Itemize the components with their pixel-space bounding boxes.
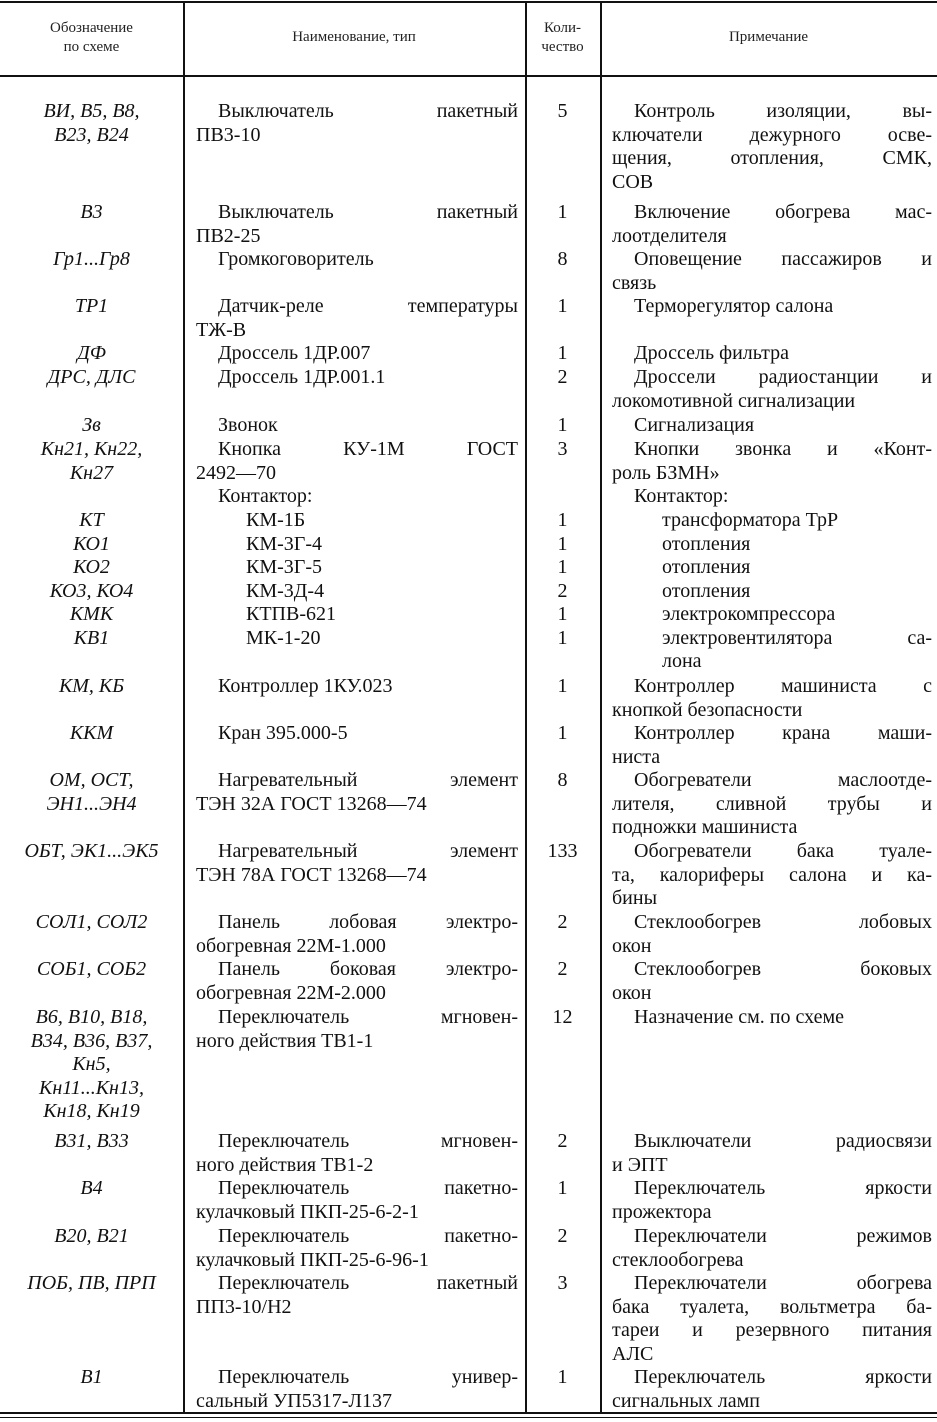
note-text: Дроссели радиостанции и [634, 366, 932, 388]
name-text: КМ-3Г-4 [246, 532, 323, 555]
designation-cell [0, 1177, 183, 1201]
note-cell [612, 485, 932, 509]
name-text: ного действия ТВ1-1 [196, 1029, 374, 1052]
qty-value: 5 [557, 100, 568, 122]
header-name [183, 0, 525, 75]
qty-value: 8 [557, 769, 568, 791]
note-cell [612, 769, 932, 840]
designation-cell [0, 627, 183, 651]
qty-value: 133 [547, 840, 578, 862]
table-bottom-border-2 [0, 1417, 937, 1418]
note-text: роль БЗМН» [612, 461, 720, 484]
note-text: щения, отопления, СМК, [612, 147, 932, 169]
qty-cell [525, 201, 600, 225]
designation-cell [0, 201, 183, 225]
qty-value: 2 [557, 911, 568, 933]
designation-text: Кн11...Кн13, [39, 1076, 144, 1099]
note-text: Назначение см. по схеме [634, 1006, 844, 1028]
note-text: кнопкой безопасности [612, 698, 803, 721]
designation-text: Кн18, Кн19 [43, 1100, 140, 1122]
header-designation [0, 0, 183, 75]
note-text: лителя, сливной трубы и [612, 792, 932, 815]
designation-text: КМ, КБ [58, 675, 125, 697]
designation-text: В23, В24 [54, 123, 129, 146]
column-divider-3 [600, 3, 602, 1412]
qty-cell [525, 675, 600, 699]
name-text: Переключатель пакетный [218, 1272, 518, 1294]
note-text: Оповещение пассажиров и [634, 248, 932, 270]
designation-text: КМК [69, 603, 114, 625]
qty-cell [525, 342, 600, 366]
name-cell [196, 342, 518, 366]
qty-cell [525, 603, 600, 627]
qty-value: 1 [557, 1177, 568, 1199]
name-text: МК-1-20 [246, 626, 321, 649]
note-text: локомотивной сигнализации [612, 389, 856, 412]
qty-cell [525, 580, 600, 604]
note-text: АЛС [612, 1342, 654, 1365]
designation-cell [0, 1130, 183, 1154]
note-cell [612, 1272, 932, 1366]
note-text: электрокомпрессора [662, 603, 836, 625]
note-text: электровентилятора са- [662, 626, 932, 649]
name-text: Дроссель 1ДР.001.1 [218, 366, 386, 388]
name-cell [196, 627, 518, 651]
header-qty [525, 0, 600, 75]
name-cell [196, 769, 518, 816]
designation-text: СОЛ1, СОЛ2 [35, 911, 148, 933]
designation-text: КО3, КО4 [49, 579, 134, 602]
name-text: 2492—70 [196, 461, 276, 484]
qty-value: 1 [557, 722, 568, 744]
designation-cell [0, 509, 183, 533]
designation-cell [0, 911, 183, 935]
designation-text: Гр1...Гр8 [53, 248, 130, 270]
qty-value: 1 [557, 201, 568, 223]
note-text: Обогреватели маслоотде- [634, 769, 932, 791]
note-text: Переключатель яркости [634, 1177, 932, 1199]
qty-cell [525, 533, 600, 557]
name-cell [196, 1225, 518, 1272]
designation-cell [0, 603, 183, 627]
note-text: Стеклообогрев лобовых [634, 911, 932, 933]
name-cell [196, 248, 518, 272]
contactor-note-heading: Контактор: [634, 485, 729, 507]
designation-text: ОБТ, ЭК1...ЭК5 [24, 840, 159, 862]
qty-value: 1 [557, 626, 568, 649]
name-cell [196, 722, 518, 746]
qty-cell [525, 100, 600, 124]
designation-text: Зв [82, 414, 101, 436]
name-text: Нагревательный элемент [218, 769, 518, 791]
name-cell [196, 580, 518, 604]
name-cell [196, 295, 518, 342]
designation-cell [0, 722, 183, 746]
note-text: прожектора [612, 1200, 712, 1223]
name-text: ТЭН 32А ГОСТ 13268—74 [196, 792, 427, 815]
note-cell [612, 1225, 932, 1272]
note-cell [612, 911, 932, 958]
name-text: Кнопка КУ-1М ГОСТ [218, 438, 518, 460]
name-cell [196, 1366, 518, 1413]
note-text: Контроллер машиниста с [634, 675, 932, 697]
note-cell [612, 1130, 932, 1177]
designation-text: ОМ, ОСТ, [49, 769, 134, 791]
note-text: тареи и резервного питания [612, 1319, 932, 1341]
contactor-heading: Контактор: [218, 485, 313, 507]
name-text: ПВ2-25 [196, 224, 261, 247]
designation-text: ВИ, В5, В8, [43, 100, 140, 122]
designation-cell [0, 248, 183, 272]
designation-cell [0, 675, 183, 699]
qty-cell [525, 556, 600, 580]
header-name-text: Наименование, тип [292, 29, 416, 45]
designation-text: ДФ [77, 342, 106, 364]
designation-cell [0, 414, 183, 438]
name-cell [196, 1177, 518, 1224]
designation-text: ТР1 [74, 295, 109, 317]
designation-text: В3 [80, 201, 103, 223]
name-text: обогревная 22М-1.000 [196, 934, 386, 957]
name-text: Громкоговоритель [218, 248, 374, 270]
designation-cell [0, 1006, 183, 1124]
note-text: Дроссель фильтра [634, 342, 789, 364]
name-text: Переключатель мгновен- [218, 1130, 518, 1152]
qty-cell [525, 295, 600, 319]
note-cell [612, 675, 932, 722]
note-text: Переключатели обогрева [634, 1272, 932, 1294]
header-separator [0, 75, 937, 77]
note-cell [612, 1177, 932, 1224]
qty-value: 2 [557, 366, 568, 388]
note-text: стеклообогрева [612, 1248, 744, 1271]
designation-text: В34, В36, В37, [30, 1029, 153, 1052]
qty-value: 1 [557, 532, 568, 555]
designation-cell [0, 100, 183, 147]
qty-value: 1 [557, 675, 568, 697]
qty-value: 1 [557, 556, 568, 578]
note-cell [612, 722, 932, 769]
note-text: лоотделителя [612, 224, 727, 247]
note-text: Кнопки звонка и «Конт- [634, 438, 932, 460]
note-text: Обогреватели бака туале- [634, 840, 932, 862]
name-text: Дроссель 1ДР.007 [218, 342, 371, 364]
note-cell [612, 533, 932, 557]
name-cell [196, 509, 518, 533]
qty-cell [525, 627, 600, 651]
qty-value: 1 [557, 295, 568, 317]
qty-cell [525, 509, 600, 533]
name-cell [196, 675, 518, 699]
qty-cell [525, 1006, 600, 1030]
note-cell [612, 1366, 932, 1413]
qty-value: 2 [557, 958, 568, 980]
name-cell [196, 201, 518, 248]
qty-cell [525, 366, 600, 390]
designation-text: В6, В10, В18, [35, 1006, 148, 1028]
name-cell [196, 958, 518, 1005]
note-cell [612, 438, 932, 485]
designation-text: ЭН1...ЭН4 [46, 792, 137, 815]
designation-text: В1 [80, 1366, 103, 1388]
note-text: отопления [662, 579, 751, 602]
note-text: бака туалета, вольтметра ба- [612, 1295, 932, 1318]
note-text: бины [612, 887, 658, 909]
qty-value: 2 [557, 1225, 568, 1247]
header-designation-line: Обозначение [50, 19, 133, 36]
qty-cell [525, 1130, 600, 1154]
name-text: Переключатель пакетно- [218, 1177, 518, 1199]
name-text: Датчик-реле температуры [218, 295, 518, 317]
designation-text: ДРС, ДЛС [47, 366, 136, 388]
qty-cell [525, 1225, 600, 1249]
name-text: Выключатель пакетный [218, 201, 518, 223]
note-cell [612, 840, 932, 911]
note-text: отопления [662, 532, 751, 555]
note-text: трансформатора ТрР [662, 509, 839, 531]
qty-value: 8 [557, 248, 568, 270]
name-text: Переключатель универ- [218, 1366, 518, 1388]
name-text: Переключатель мгновен- [218, 1006, 518, 1028]
note-text: Сигнализация [634, 414, 755, 436]
note-text: Контроллер крана маши- [634, 722, 932, 744]
designation-text: Кн5, [72, 1053, 111, 1075]
note-cell [612, 958, 932, 1005]
designation-cell [0, 1366, 183, 1390]
designation-text: ПОБ, ПВ, ПРП [27, 1272, 156, 1294]
name-text: Контроллер 1КУ.023 [218, 675, 393, 697]
name-cell [196, 533, 518, 557]
note-cell [612, 603, 932, 627]
note-text: окон [612, 981, 652, 1004]
note-cell [612, 414, 932, 438]
note-cell [612, 366, 932, 413]
note-text: Контроль изоляции, вы- [634, 100, 932, 122]
note-text: Переключатели режимов [634, 1225, 932, 1247]
name-cell [196, 603, 518, 627]
name-cell [196, 1272, 518, 1319]
note-cell [612, 580, 932, 604]
designation-cell [0, 1225, 183, 1249]
qty-cell [525, 722, 600, 746]
note-cell [612, 248, 932, 295]
name-text: КМ-3Г-5 [246, 556, 323, 578]
name-text: Нагревательный элемент [218, 840, 518, 862]
note-cell [612, 100, 932, 194]
note-text: та, калориферы салона и ка- [612, 863, 932, 886]
note-text: ниста [612, 745, 661, 768]
designation-cell [0, 769, 183, 816]
name-text: обогревная 22М-2.000 [196, 981, 386, 1004]
name-text: ПП3-10/Н2 [196, 1295, 292, 1318]
designation-cell [0, 295, 183, 319]
name-text: ного действия ТВ1-2 [196, 1153, 374, 1176]
header-designation-line: по схеме [63, 38, 120, 55]
qty-cell [525, 911, 600, 935]
designation-text: В31, В33 [54, 1130, 129, 1152]
name-text: Панель боковая электро- [218, 958, 518, 980]
designation-text: В4 [80, 1177, 103, 1199]
note-text: отопления [662, 556, 751, 578]
note-text: подножки машиниста [612, 816, 798, 838]
name-cell [196, 100, 518, 147]
designation-text: В20, В21 [54, 1225, 129, 1247]
header-note-text: Примечание [728, 29, 809, 45]
qty-cell [525, 414, 600, 438]
note-text: Выключатели радиосвязи [634, 1130, 932, 1152]
designation-text: КВ1 [73, 626, 110, 649]
column-divider-1 [183, 3, 185, 1412]
name-text: КМ-1Б [246, 509, 306, 531]
qty-value: 2 [557, 1130, 568, 1152]
header-qty-line: чество [541, 38, 584, 55]
designation-text: ККМ [69, 722, 114, 744]
designation-cell [0, 438, 183, 485]
name-text: КТПВ-621 [246, 603, 336, 625]
designation-cell [0, 1272, 183, 1296]
qty-value: 1 [557, 509, 568, 531]
name-text: Кран 395.000-5 [218, 722, 348, 744]
qty-value: 1 [557, 342, 568, 364]
designation-text: КО1 [73, 532, 110, 555]
name-cell [196, 1130, 518, 1177]
designation-cell [0, 580, 183, 604]
qty-value: 3 [557, 1272, 568, 1294]
note-text: и ЭПТ [612, 1153, 668, 1176]
note-text: Терморегулятор салона [634, 295, 834, 317]
name-cell [196, 438, 518, 485]
note-cell [612, 342, 932, 366]
name-cell [196, 366, 518, 390]
note-text: СОВ [612, 170, 654, 193]
designation-cell [0, 556, 183, 580]
qty-cell [525, 1177, 600, 1201]
note-text: ключатели дежурного осве- [612, 123, 932, 146]
note-text: сигнальных ламп [612, 1389, 760, 1412]
designation-cell [0, 342, 183, 366]
note-text: окон [612, 934, 652, 957]
qty-cell [525, 1272, 600, 1296]
name-text: Переключатель пакетно- [218, 1225, 518, 1247]
designation-text: Кн27 [69, 461, 114, 484]
qty-cell [525, 1366, 600, 1390]
qty-value: 12 [552, 1006, 573, 1028]
name-cell [196, 414, 518, 438]
name-cell [196, 840, 518, 887]
header-note [600, 0, 937, 75]
designation-text: КО2 [73, 556, 110, 578]
name-cell [196, 556, 518, 580]
note-cell [612, 509, 932, 533]
note-text: Переключатель яркости [634, 1366, 932, 1388]
qty-value: 3 [557, 438, 568, 460]
qty-value: 1 [557, 603, 568, 625]
note-text: Стеклообогрев боковых [634, 958, 932, 980]
note-text: Включение обогрева мас- [634, 201, 932, 223]
name-text: КМ-3Д-4 [246, 579, 325, 602]
qty-cell [525, 438, 600, 462]
designation-text: КТ [79, 509, 104, 531]
qty-value: 2 [557, 579, 568, 602]
name-text: Звонок [218, 414, 278, 436]
name-text: сальный УП5317-Л137 [196, 1389, 392, 1412]
name-text: кулачковый ПКП-25-6-96-1 [196, 1248, 429, 1271]
qty-cell [525, 248, 600, 272]
name-text: ТЖ-В [196, 318, 247, 341]
designation-cell [0, 533, 183, 557]
qty-value: 1 [557, 414, 568, 436]
note-cell [612, 201, 932, 248]
qty-value: 1 [557, 1366, 568, 1388]
name-cell [196, 1006, 518, 1053]
note-text: лона [662, 650, 702, 672]
name-text: Панель лобовая электро- [218, 911, 518, 933]
note-text: связь [612, 271, 657, 294]
note-cell [612, 627, 932, 674]
designation-cell [0, 840, 183, 864]
qty-cell [525, 840, 600, 864]
designation-text: Кн21, Кн22, [40, 438, 143, 460]
name-text: ПВ3-10 [196, 123, 261, 146]
qty-cell [525, 958, 600, 982]
designation-cell [0, 958, 183, 982]
name-cell [196, 485, 518, 509]
designation-cell [0, 366, 183, 390]
name-cell [196, 911, 518, 958]
name-text: кулачковый ПКП-25-6-2-1 [196, 1200, 419, 1223]
qty-cell [525, 769, 600, 793]
note-cell [612, 295, 932, 319]
name-text: ТЭН 78А ГОСТ 13268—74 [196, 863, 427, 886]
designation-text: СОБ1, СОБ2 [36, 958, 147, 980]
note-cell [612, 1006, 932, 1030]
note-cell [612, 556, 932, 580]
name-text: Выключатель пакетный [218, 100, 518, 122]
header-qty-line: Коли- [543, 19, 582, 36]
